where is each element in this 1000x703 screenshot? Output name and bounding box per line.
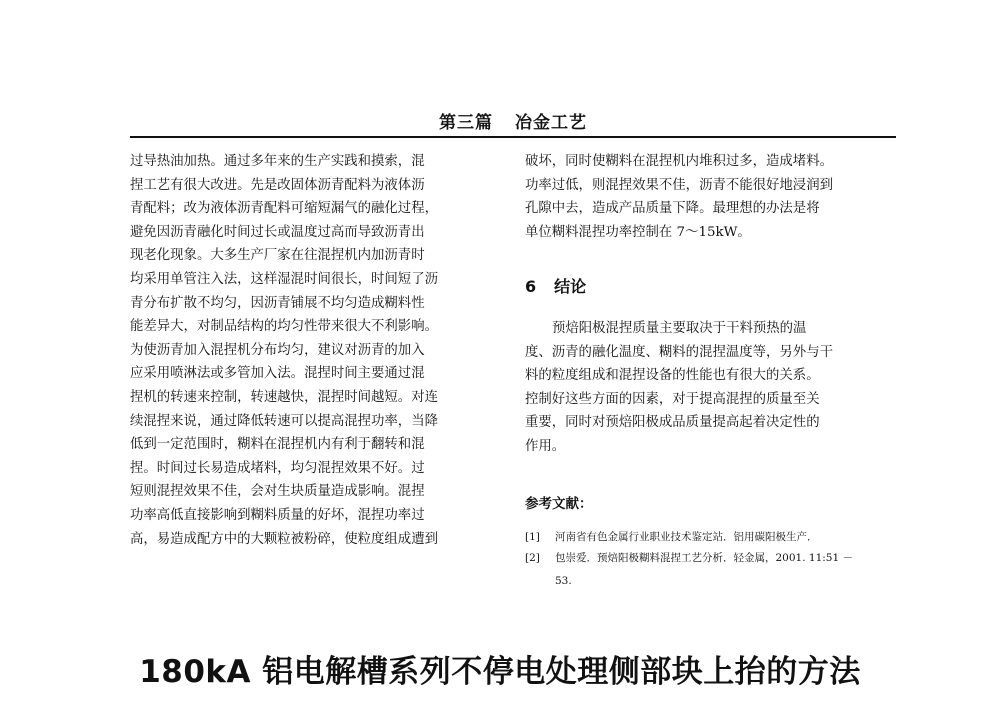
text-line: 单位糊料混捏功率控制在 7～15kW。 xyxy=(525,224,751,240)
header-part: 第三篇 xyxy=(439,113,493,133)
next-article-title: 180kA 铝电解槽系列不停电处理侧部块上抬的方法 xyxy=(139,654,861,690)
text-line: 短则混捏效果不佳，会对生块质量造成影响。混捏 xyxy=(130,484,425,500)
text-line: 料的粒度组成和混捏设备的性能也有很大的关系。 xyxy=(525,368,820,384)
text-line: 控制好这些方面的因素，对于提高混捏的质量至关 xyxy=(525,391,820,407)
text-line: 预焙阳极混捏质量主要取决于干料预热的温 xyxy=(552,321,807,336)
reference-tag: [2] xyxy=(525,552,540,564)
text-line: 高，易造成配方中的大颗粒被粉碎，使粒度组成遭到 xyxy=(130,531,438,547)
header-section: 冶金工艺 xyxy=(515,113,587,133)
text-line: 过导热油加热。通过多年来的生产实践和摸索，混 xyxy=(130,154,425,169)
reference-text: 包崇爱．预焙阳极糊料混捏工艺分析．轻金属，2001. 11:51 － xyxy=(555,552,853,564)
text-line: 重要，同时对预焙阳极成品质量提高起着决定性的 xyxy=(525,415,820,431)
text-line: 续混捏来说，通过降低转速可以提高混捏功率，当降 xyxy=(130,413,438,429)
right-column-top xyxy=(525,150,896,244)
text-line: 作用。 xyxy=(525,438,566,454)
left-column xyxy=(130,150,492,551)
text-line: 捏机的转速来控制，转速越快，混捏时间越短。对连 xyxy=(130,389,438,405)
text-line: 低到一定范围时，糊料在混捏机内有利于翻转和混 xyxy=(130,437,425,453)
reference-tag: [1] xyxy=(525,531,540,543)
text-line: 现老化现象。大多生产厂家在往混捏机内加沥青时 xyxy=(130,248,425,264)
conclusion-paragraph xyxy=(525,317,896,459)
text-line: 捏。时间过长易造成堵料，均匀混捏效果不好。过 xyxy=(130,460,425,476)
references-heading: 参考文献： xyxy=(525,496,593,512)
text-line: 应采用喷淋法或多管加入法。混捏时间主要通过混 xyxy=(130,366,425,382)
section-heading xyxy=(525,274,586,297)
text-line: 避免因沥青融化时间过长或温度过高而导致沥青出 xyxy=(130,224,425,240)
text-line: 青分布扩散不均匀，因沥青铺展不均匀造成糊料性 xyxy=(130,295,425,311)
reference-item xyxy=(525,549,853,568)
text-line: 均采用单管注入法，这样湿混时间很长，时间短了沥 xyxy=(130,271,438,287)
text-line: 为使沥青加入混捏机分布均匀，建议对沥青的加入 xyxy=(130,342,425,358)
section-title: 结论 xyxy=(554,277,587,296)
reference-text-continued: 53. xyxy=(555,575,572,587)
text-line: 青配料；改为液体沥青配料可缩短漏气的融化过程， xyxy=(130,201,438,217)
text-line: 功率过低，则混捏效果不佳，沥青不能很好地浸润到 xyxy=(525,177,833,193)
text-line: 捏工艺有很大改进。先是改固体沥青配料为液体沥 xyxy=(130,177,425,193)
text-line: 破坏，同时使糊料在混捏机内堆积过多，造成堵料。 xyxy=(525,154,833,169)
reference-item xyxy=(525,528,818,547)
text-line: 度、沥青的融化温度、糊料的混捏温度等，另外与干 xyxy=(525,344,833,360)
text-line: 功率高低直接影响到糊料质量的好坏，混捏功率过 xyxy=(130,507,425,523)
running-header xyxy=(130,108,896,133)
section-number: 6 xyxy=(525,277,537,296)
text-line: 能差异大，对制品结构的均匀性带来很大不利影响。 xyxy=(130,319,438,335)
reference-text: 河南省有色金属行业职业技术鉴定站．铝用碳阳极生产． xyxy=(555,531,818,543)
header-rule xyxy=(130,136,896,138)
text-line: 孔隙中去，造成产品质量下降。最理想的办法是将 xyxy=(525,201,820,217)
